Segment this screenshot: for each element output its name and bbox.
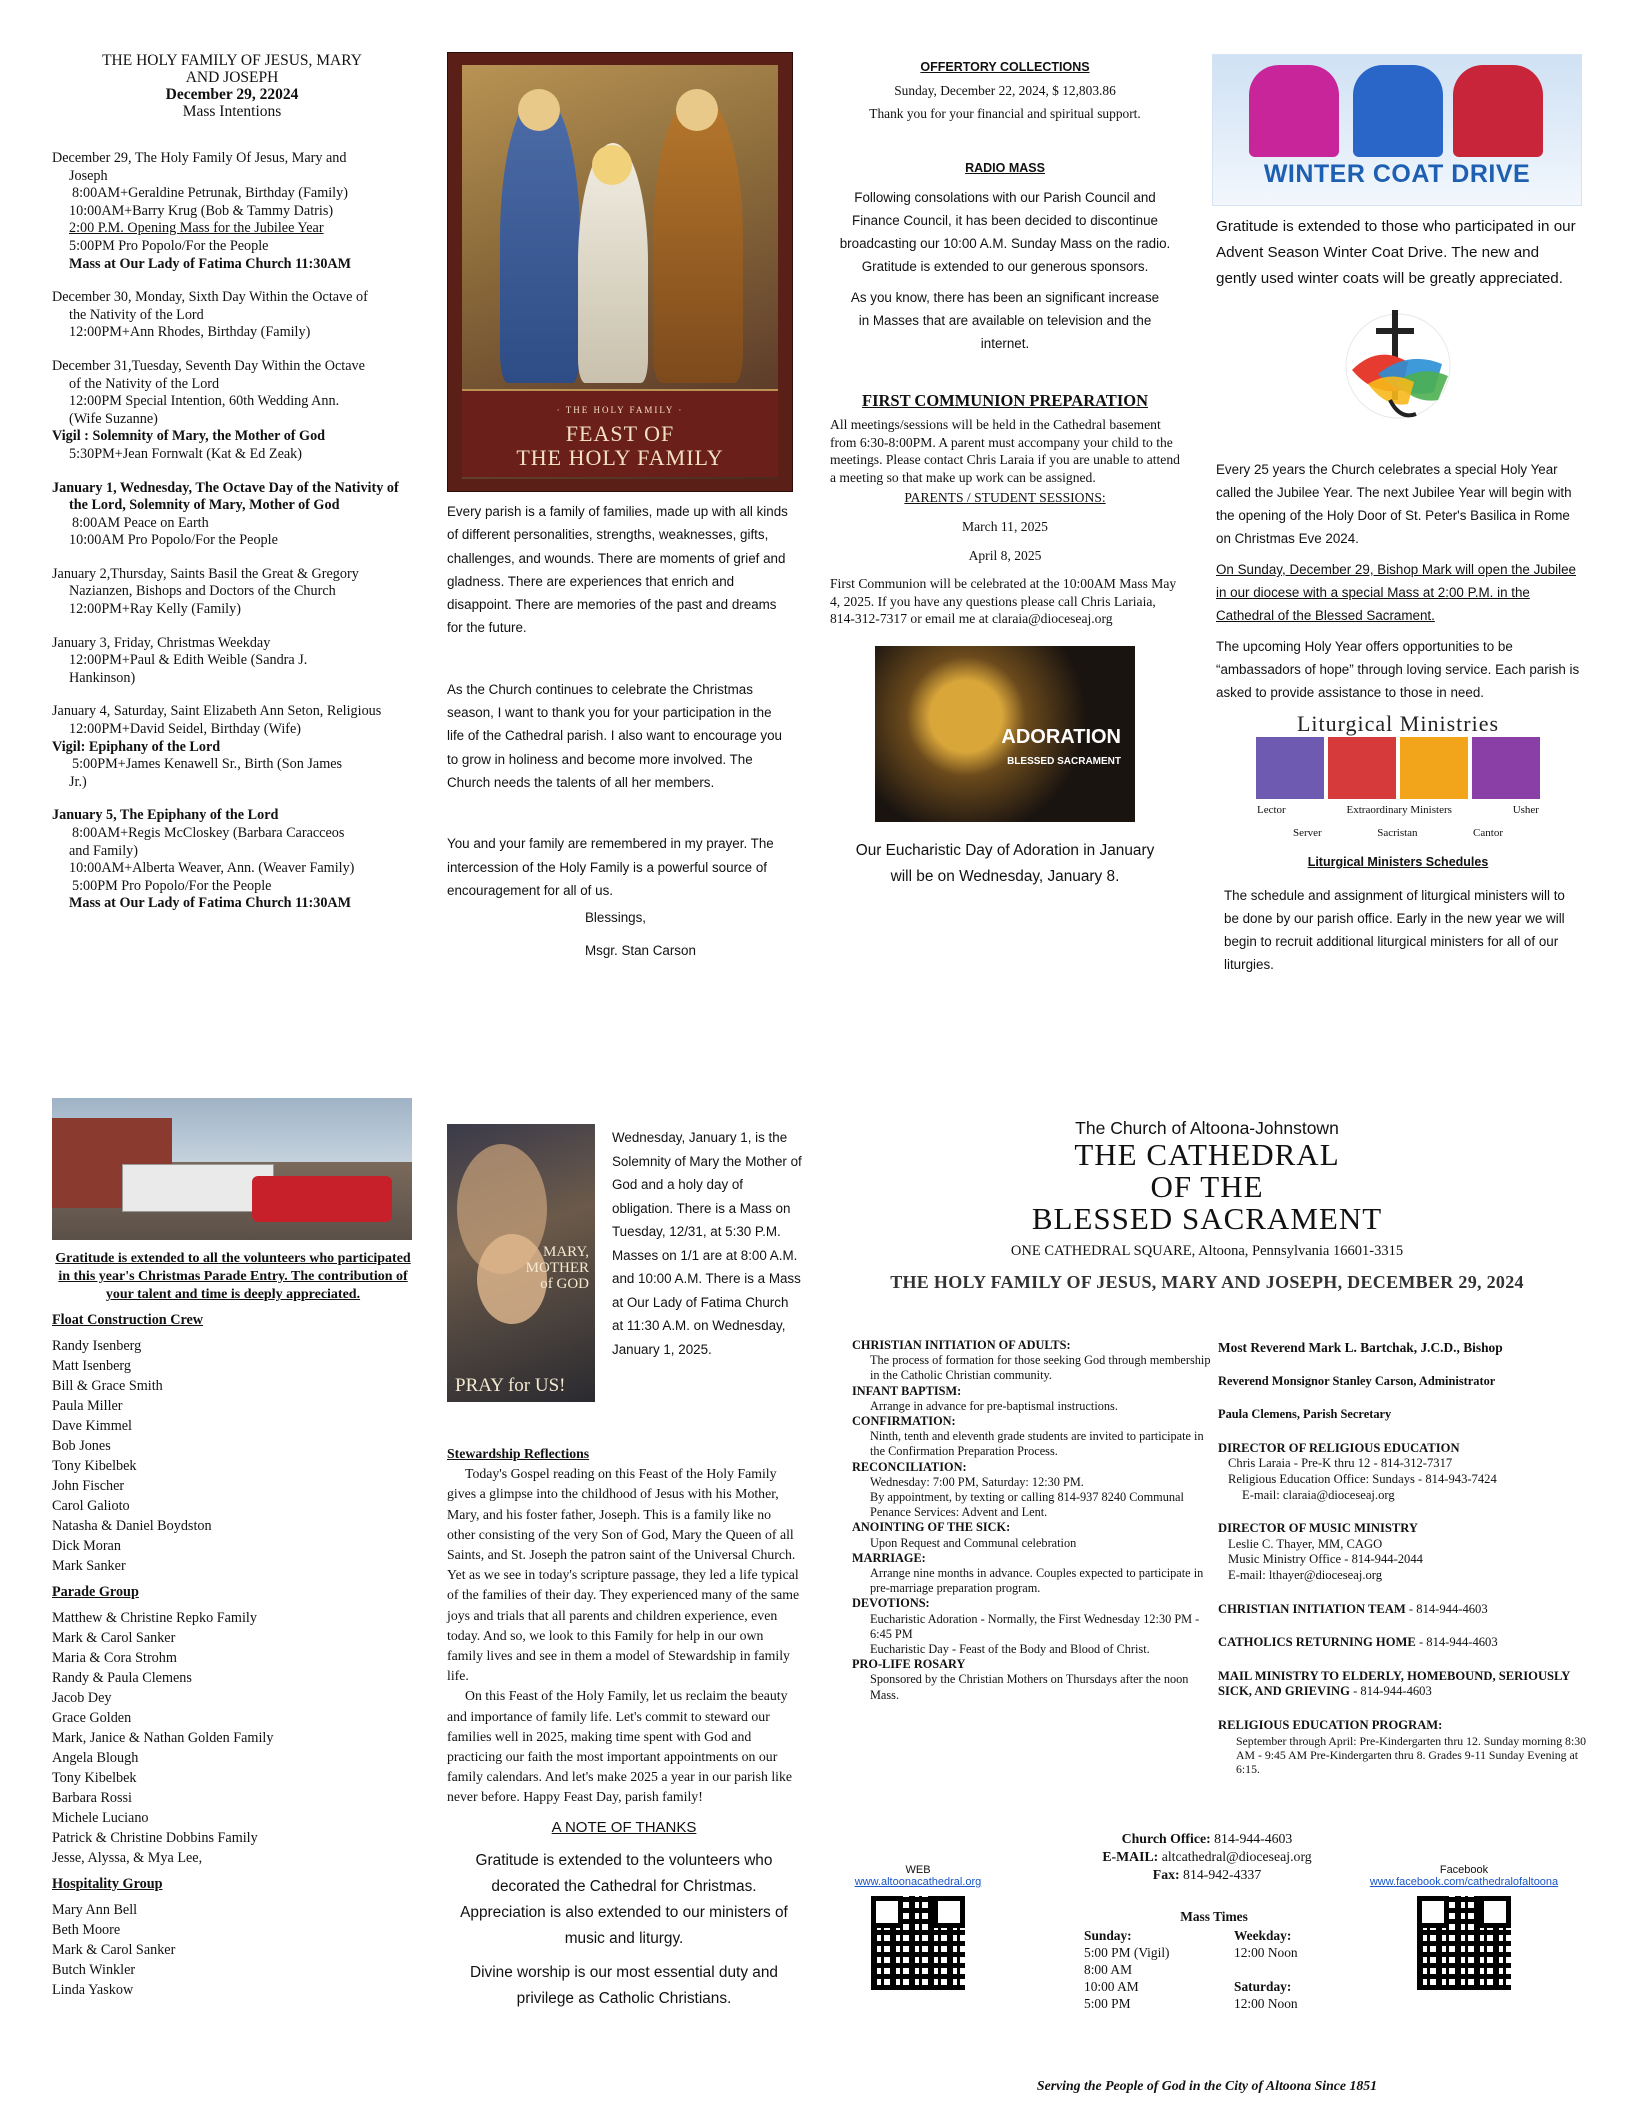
intention-day: December 31,Tuesday, Seventh Day Within the Octave of the Nativity of the Lord 12:00PM Special Intention, 60th Wedding Ann. (Wife Suzanne) Vigil : Solemnity of Mary, the Mother of God 5:30PM+Jean Fornwalt (Kat & Ed Zeak) xyxy=(52,357,365,462)
intention-day: January 5, The Epiphany of the Lord 8:00AM+Regis McCloskey (Barbara Caracceos and Family) 10:00AM+Alberta Weaver, Ann. (Weaver Family) 5:00PM Pro Popolo/For the People Mass at Our Lady of Fatima Church 11:30AM xyxy=(52,807,355,912)
sacrament-heading: DEVOTIONS: xyxy=(852,1596,930,1611)
holy-family-mosaic-image xyxy=(447,52,793,492)
cathedral-name: BLESSED SACRAMENT xyxy=(1031,1201,1383,1236)
parade-gratitude: Gratitude is extended to all the volunteers who participated in this year's Christmas Parade Entry. The contribution of your talent and time is deeply appreciated. xyxy=(55,1251,411,1302)
volunteer-name: Randy Isenberg xyxy=(52,1338,142,1354)
offertory-title: OFFERTORY COLLECTIONS xyxy=(920,60,1090,74)
letter-signature: Msgr. Stan Carson xyxy=(585,943,696,959)
volunteer-name: Maria & Cora Strohm xyxy=(52,1650,177,1666)
sacrament-entry xyxy=(852,1596,1214,1657)
session-date: April 8, 2025 xyxy=(968,548,1042,563)
facebook-qr-code[interactable] xyxy=(1417,1896,1511,1990)
sacrament-heading: PRO-LIFE ROSARY xyxy=(852,1657,966,1672)
letter-paragraph: Every parish is a family of families, made up with all kinds of different personalities, strengths, weaknesses, gifts, challenges, and wounds. There are moments of grief and gladness. There are experiences that enrich and disappoint. There are memories of the past and dreams for the future. xyxy=(447,504,788,636)
sessions-title: PARENTS / STUDENT SESSIONS: xyxy=(904,490,1106,505)
sacrament-text: Upon Request and Communal celebration xyxy=(870,1535,1077,1550)
radio-mass-title: RADIO MASS xyxy=(965,161,1045,175)
initiation-team: CHRISTIAN INITIATION TEAM - 814-944-4603 xyxy=(1218,1601,1488,1616)
music-email-link[interactable]: E-mail: lthayer@dioceseaj.org xyxy=(1228,1567,1383,1582)
pastor-letter xyxy=(447,52,791,963)
cathedral-address: ONE CATHEDRAL SQUARE, Altoona, Pennsylvania 16601-3315 xyxy=(1010,1243,1404,1259)
volunteer-name: Mary Ann Bell xyxy=(52,1902,138,1918)
feast-line: THE HOLY FAMILY OF JESUS, MARY AND JOSEPH, DECEMBER 29, 2024 xyxy=(890,1272,1524,1292)
radio-paragraph: Following consolations with our Parish Council and Finance Council, it has been decided to discontinue broadcasting our 10:00 A.M. Sunday Mass on the radio. Gratitude is extended to our generous sponsors. xyxy=(839,190,1171,274)
facebook-link[interactable]: www.facebook.com/cathedralofaltoona xyxy=(1369,1876,1559,1888)
volunteer-name: Natasha & Daniel Boydston xyxy=(52,1518,212,1534)
mail-ministry: MAIL MINISTRY TO ELDERLY, HOMEBOUND, SERIOUSLY SICK, AND GRIEVING - 814-944-4603 xyxy=(1218,1668,1570,1699)
liturgical-ministries-logo: Liturgical Ministries Lector Extraordinary Ministers Usher Server Sacristan Cantor xyxy=(1257,711,1539,839)
volunteer-name: Michele Luciano xyxy=(52,1810,149,1826)
sacrament-entry xyxy=(852,1384,1214,1414)
diocese-name: The Church of Altoona-Johnstown xyxy=(1075,1118,1339,1138)
bulletin-footer xyxy=(830,1830,1584,2093)
hospitality-group-title: Hospitality Group xyxy=(52,1876,163,1892)
coat-drive-paragraph: Gratitude is extended to those who participated in our Advent Season Winter Coat Drive. The new and gently used winter coats will be greatly appreciated. xyxy=(1216,218,1576,287)
bulletin-masthead xyxy=(830,1118,1584,1293)
volunteer-name: Mark, Janice & Nathan Golden Family xyxy=(52,1730,274,1746)
volunteer-name: Mark & Carol Sanker xyxy=(52,1630,176,1646)
intention-day: December 30, Monday, Sixth Day Within the Octave of the Nativity of the Lord 12:00PM+Ann Rhodes, Birthday (Family) xyxy=(52,289,368,341)
sacrament-text: Sponsored by the Christian Mothers on Thursdays after the noon Mass. xyxy=(870,1672,1189,1702)
intention-day: January 3, Friday, Christmas Weekday 12:00PM+Paul & Edith Weible (Sandra J. Hankinson) xyxy=(52,634,308,686)
thanks-paragraph: Gratitude is extended to the volunteers who decorated the Cathedral for Christmas. Appreciation is also extended to our ministers of music and liturgy. xyxy=(460,1851,788,1947)
pray-for-us-caption: PRAY for US! xyxy=(455,1375,566,1396)
music-title: DIRECTOR OF MUSIC MINISTRY xyxy=(1218,1521,1419,1536)
solemnity-paragraph: Wednesday, January 1, is the Solemnity of Mary the Mother of God and a holy day of obligation. There is a Mass on Tuesday, 12/31, at 5:30 P.M. Masses on 1/1 are at 8:00 A.M. and 10:00 A.M. There is a Mass at Our Lady of Fatima Church at 11:30 A.M. on Wednesday, January 1, 2025. xyxy=(612,1130,802,1357)
motto: Serving the People of God in the City of Altoona Since 1851 xyxy=(1036,2078,1378,2093)
jubilee-paragraph: Every 25 years the Church celebrates a special Holy Year called the Jubilee Year. The next Jubilee Year will begin with the opening of the Holy Door of St. Peter's Basilica in Rome on Christmas Eve 2024. xyxy=(1216,462,1572,546)
intentions-title-2: AND JOSEPH xyxy=(185,69,279,86)
weekday-masses: Weekday: 12:00 Noon Saturday: 12:00 Noon xyxy=(1234,1928,1298,2011)
winter-coat-drive-image: WINTER COAT DRIVE xyxy=(1212,54,1582,206)
staff-directory: Most Reverend Mark L. Bartchak, J.C.D., Bishop Reverend Monsignor Stanley Carson, Administrator Paula Clemens, Parish Secretary DIRECTOR OF RELIGIOUS EDUCATION Chris Laraia - Pre-K thru 12 - 814-312-7317 Religious Education Office: Sundays - 814-943-7424 E-mail: claraia@dioceseaj.org DIRECTOR OF MUSIC MINISTRY Leslie C. Thayer, MM, CAGO Music Ministry Office - 814-944-2044 E-mail: lthayer@dioceseaj.org CHRISTIAN INITIATION TEAM - 814-944-4603 CATHOLICS RETURNING HOME - 814-944-4603 MAIL MINISTRY TO ELDERLY, HOMEBOUND, SERIOUSLY SICK, AND GRIEVING - 814-944-4603 RELIGIOUS EDUCATION PROGRAM: September through April: Pre-Kindergarten thru 12. Sunday morning 8:30 AM - 9:45 AM Pre-Kindergarten thru 8. Grades 9-11 Sunday Evening at 6:15. xyxy=(1218,1340,1587,1776)
intentions-title-1: THE HOLY FAMILY OF JESUS, MARY xyxy=(102,52,362,69)
announcements-column-right xyxy=(1212,54,1584,976)
volunteer-name: Grace Golden xyxy=(52,1710,132,1726)
catholics-returning-home: CATHOLICS RETURNING HOME - 814-944-4603 xyxy=(1218,1635,1498,1650)
volunteer-name: Mark Sanker xyxy=(52,1558,126,1574)
church-fax: Fax: 814-942-4337 xyxy=(1152,1867,1262,1882)
volunteer-name: Barbara Rossi xyxy=(52,1790,132,1806)
sacrament-heading: ANOINTING OF THE SICK: xyxy=(852,1520,1011,1535)
website-link[interactable]: www.altoonacathedral.org xyxy=(854,1876,982,1888)
adoration-image: ADORATION BLESSED SACRAMENT xyxy=(875,646,1135,822)
volunteer-name: Dave Kimmel xyxy=(52,1418,132,1434)
volunteer-name: Tony Kibelbek xyxy=(52,1770,137,1786)
sacrament-text: Arrange nine months in advance. Couples expected to participate in pre-marriage preparation program. xyxy=(870,1566,1204,1596)
stewardship-column xyxy=(447,1124,801,2012)
volunteer-name: Linda Yaskow xyxy=(52,1982,134,1998)
jubilee-paragraph: The upcoming Holy Year offers opportunities to be “ambassadors of hope” through loving service. Each parish is asked to provide assistance to those in need. xyxy=(1216,639,1580,700)
mary-caption: MARY, MOTHER of GOD xyxy=(525,1244,589,1292)
dre-title: DIRECTOR OF RELIGIOUS EDUCATION xyxy=(1218,1440,1460,1455)
mass-intentions xyxy=(52,52,412,913)
sacrament-text: Eucharistic Day - Feast of the Body and Blood of Christ. xyxy=(870,1642,1150,1657)
volunteer-name: Randy & Paula Clemens xyxy=(52,1670,192,1686)
volunteer-name: Bob Jones xyxy=(52,1438,111,1454)
sacrament-entry xyxy=(852,1460,1214,1521)
sacrament-heading: CHRISTIAN INITIATION OF ADULTS: xyxy=(852,1338,1071,1352)
mary-mother-of-god-image xyxy=(447,1124,595,1402)
hospitality-group-list xyxy=(52,1900,414,2000)
parade-photo xyxy=(52,1098,412,1240)
first-communion-paragraph: First Communion will be celebrated at the 10:00AM Mass May 4, 2025. If you have any questions please call Chris Lariaia, 814-312-7317 or email me at claraia@dioceseaj.org xyxy=(830,576,1177,626)
volunteer-name: Bill & Grace Smith xyxy=(52,1378,163,1394)
sacrament-entry xyxy=(852,1414,1214,1460)
float-crew-list xyxy=(52,1336,414,1576)
volunteer-name: Mark & Carol Sanker xyxy=(52,1942,176,1958)
parade-volunteers xyxy=(52,1098,414,2000)
stewardship-paragraph: Today's Gospel reading on this Feast of the Holy Family gives a glimpse into the childhood of Jesus with his Mother, Mary, and his foster father, Joseph. This is a family like no other consisting of the very Son of God, Mary the Queen of all Saints, and St. Joseph the patron saint of the Universal Church. Yet as we see in today's scripture passage, they led a life typical of the families of their day. They experienced many of the same joys and trials that all parents and children experience, even today. And so, we look to this Family for help in our own family lives and see in them a model of Stewardship in family life. xyxy=(447,1466,800,1684)
religious-education-title: RELIGIOUS EDUCATION PROGRAM: xyxy=(1218,1717,1443,1732)
volunteer-name: Matt Isenberg xyxy=(52,1358,131,1374)
website-qr-code[interactable] xyxy=(871,1896,965,1990)
web-label: WEB xyxy=(905,1864,931,1876)
volunteer-name: Patrick & Christine Dobbins Family xyxy=(52,1830,258,1846)
sacrament-text: The process of formation for those seeking God through membership in the Catholic Christian community. xyxy=(870,1353,1211,1383)
cathedral-name: OF THE xyxy=(1150,1169,1264,1204)
jubilee-paragraph: On Sunday, December 29, Bishop Mark will open the Jubilee in our diocese with a special Mass at 2:00 P.M. in the Cathedral of the Blessed Sacrament. xyxy=(1216,562,1577,623)
religious-education-text: September through April: Pre-Kindergarten thru 12. Sunday morning 8:30 AM - 9:45 AM Pre-Kindergarten thru 8. Grades 9-11 Sunday Evening at 6:15. xyxy=(1236,1733,1587,1776)
sacrament-heading: INFANT BAPTISM: xyxy=(852,1383,962,1398)
volunteer-name: Jesse, Alyssa, & Mya Lee, xyxy=(52,1850,203,1866)
facebook-label: Facebook xyxy=(1439,1864,1489,1876)
sacrament-text: Ninth, tenth and eleventh grade students are invited to participate in the Confirmation Preparation Process. xyxy=(870,1429,1204,1459)
volunteer-name: Angela Blough xyxy=(52,1750,139,1766)
sacrament-heading: RECONCILIATION: xyxy=(852,1459,967,1474)
dre-email-link[interactable]: E-mail: claraia@dioceseaj.org xyxy=(1242,1487,1395,1502)
mass-times-title: Mass Times xyxy=(1180,1909,1248,1924)
letter-paragraph: You and your family are remembered in my prayer. The intercession of the Holy Family is a powerful source of encouragement for all of us. xyxy=(447,836,774,898)
volunteer-name: Paula Miller xyxy=(52,1398,123,1414)
first-communion-paragraph: All meetings/sessions will be held in the Cathedral basement from 6:30-8:00PM. A parent must accompany your child to the meetings. Please contact Chris Laraia if you are unable to attend a meeting so that make up work can be assigned. xyxy=(830,417,1180,485)
schedules-paragraph: The schedule and assignment of liturgical ministers will to be done by our parish office. Early in the new year we will begin to recruit additional liturgical ministers for all of our liturgies. xyxy=(1224,888,1565,972)
announcements-column xyxy=(830,58,1180,890)
volunteer-name: Matthew & Christine Repko Family xyxy=(52,1610,257,1626)
stewardship-paragraph: On this Feast of the Holy Family, let us reclaim the beauty and importance of family life. Let's commit to steward our families well in 2025, making time spent with God and practicing our faith the most important appointments on our family calendars. And let's make 2025 a year in our parish like never before. Happy Feast Day, parish family! xyxy=(447,1688,793,1805)
sacrament-entry xyxy=(852,1551,1214,1597)
sunday-masses: Sunday: 5:00 PM (Vigil) 8:00 AM 10:00 AM 5:00 PM xyxy=(1084,1928,1170,2011)
sacrament-text: Arrange in advance for pre-baptismal instructions. xyxy=(870,1398,1118,1413)
radio-paragraph: As you know, there has been an significant increase in Masses that are available on television and the internet. xyxy=(850,290,1160,351)
intention-day: December 29, The Holy Family Of Jesus, Mary and Joseph 8:00AM+Geraldine Petrunak, Birthday (Family) 10:00AM+Barry Krug (Bob & Tammy Datris) 2:00 P.M. Opening Mass for the Jubilee Year 5:00PM Pro Popolo/For the People Mass at Our Lady of Fatima Church 11:30AM xyxy=(52,150,352,272)
volunteer-name: Butch Winkler xyxy=(52,1962,136,1978)
volunteer-name: Beth Moore xyxy=(52,1922,121,1938)
first-communion-title: FIRST COMMUNION PREPARATION xyxy=(861,391,1148,410)
note-of-thanks-title: A NOTE OF THANKS xyxy=(551,1818,697,1836)
volunteer-name: Tony Kibelbek xyxy=(52,1458,137,1474)
thanks-paragraph: Divine worship is our most essential duty and privilege as Catholic Christians. xyxy=(470,1963,778,2007)
offertory-amount: Sunday, December 22, 2024, $ 12,803.86 xyxy=(894,83,1116,98)
volunteer-name: Dick Moran xyxy=(52,1538,121,1554)
sacrament-heading: MARRIAGE: xyxy=(852,1550,926,1565)
letter-paragraph: As the Church continues to celebrate the Christmas season, I want to thank you for your participation in the life of the Cathedral parish. I also want to encourage you to grow in holiness and become more involved. The Church needs the talents of all her members. xyxy=(447,681,782,790)
intention-day: January 2,Thursday, Saints Basil the Great & Gregory Nazianzen, Bishops and Doctors of the Church 12:00PM+Ray Kelly (Family) xyxy=(52,565,359,618)
church-email: E-MAIL: altcathedral@dioceseaj.org xyxy=(1102,1849,1312,1864)
administrator-name: Reverend Monsignor Stanley Carson, Administrator xyxy=(1218,1373,1496,1388)
sacraments-list xyxy=(852,1338,1214,1703)
offertory-thanks: Thank you for your financial and spiritual support. xyxy=(869,106,1141,121)
volunteer-name: John Fischer xyxy=(52,1478,125,1494)
sacrament-entry xyxy=(852,1338,1214,1384)
intention-day: January 1, Wednesday, The Octave Day of the Nativity of the Lord, Solemnity of Mary, Mother of God 8:00AM Peace on Earth 10:00AM Pro Popolo/For the People xyxy=(52,479,399,549)
sacrament-entry xyxy=(852,1520,1214,1550)
mosaic-banner: · THE HOLY FAMILY · FEAST OF THE HOLY FAMILY xyxy=(462,389,778,477)
adoration-paragraph: Our Eucharistic Day of Adoration in January will be on Wednesday, January 8. xyxy=(855,841,1155,885)
intentions-subtitle: Mass Intentions xyxy=(182,103,282,120)
schedules-title: Liturgical Ministers Schedules xyxy=(1307,855,1489,869)
session-date: March 11, 2025 xyxy=(962,519,1048,534)
sacrament-heading: CONFIRMATION: xyxy=(852,1414,956,1429)
bishop-name: Most Reverend Mark L. Bartchak, J.C.D., Bishop xyxy=(1218,1340,1503,1355)
cathedral-name: THE CATHEDRAL xyxy=(1074,1137,1340,1172)
secretary-name: Paula Clemens, Parish Secretary xyxy=(1218,1407,1392,1422)
volunteer-name: Carol Galioto xyxy=(52,1498,130,1514)
parade-group-list xyxy=(52,1608,414,1868)
sacrament-entry xyxy=(852,1657,1214,1703)
volunteer-name: Jacob Dey xyxy=(52,1690,112,1706)
intention-day: January 4, Saturday, Saint Elizabeth Ann Seton, Religious 12:00PM+David Seidel, Birthday (Wife) Vigil: Epiphany of the Lord 5:00PM+James Kenawell Sr., Birth (Son James Jr.) xyxy=(52,703,382,790)
jubilee-logo xyxy=(1338,304,1458,434)
parade-group-title: Parade Group xyxy=(52,1584,139,1600)
sacrament-text: Eucharistic Adoration - Normally, the First Wednesday 12:30 PM - 6:45 PM xyxy=(870,1611,1200,1641)
sacrament-text: By appointment, by texting or calling 814-937 8240 Communal Penance Services: Advent and Lent. xyxy=(870,1490,1184,1520)
letter-closing: Blessings, xyxy=(585,910,647,926)
sacrament-text: Wednesday: 7:00 PM, Saturday: 12:30 PM. xyxy=(870,1474,1084,1489)
church-office: Church Office: 814-944-4603 xyxy=(1121,1831,1293,1846)
float-crew-title: Float Construction Crew xyxy=(52,1312,204,1328)
stewardship-title: Stewardship Reflections xyxy=(447,1446,590,1461)
intentions-date: December 29, 22024 xyxy=(165,86,299,103)
